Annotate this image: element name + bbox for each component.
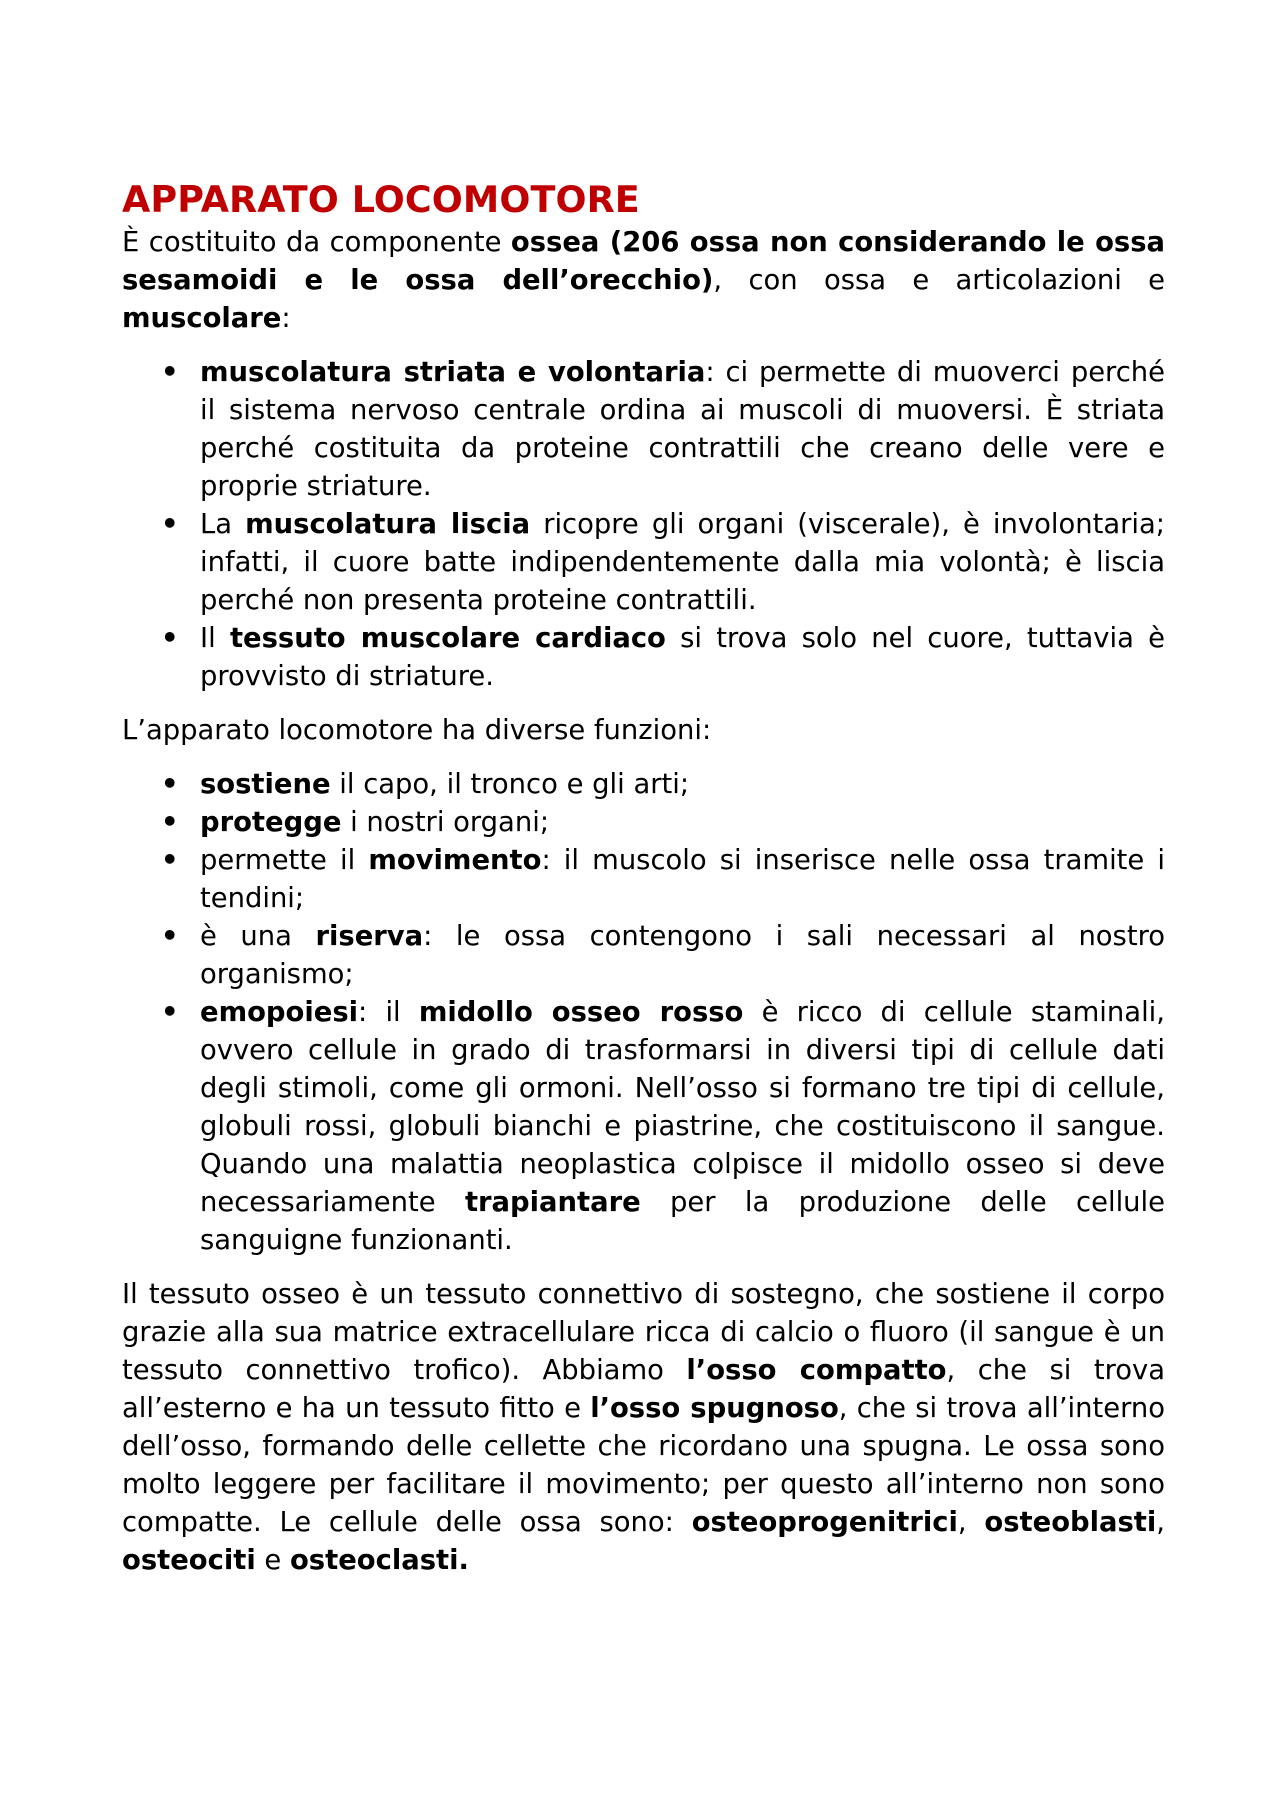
item-bold: sostiene bbox=[200, 769, 331, 800]
paragraph-text: , bbox=[1156, 1507, 1165, 1538]
bullet-icon: • bbox=[161, 921, 179, 952]
bullet-icon: • bbox=[161, 357, 179, 388]
list-item bbox=[161, 506, 1165, 620]
bullet-icon: • bbox=[161, 807, 179, 838]
bullet-icon: • bbox=[161, 509, 179, 540]
functions-intro: L’apparato locomotore ha diverse funzioni: bbox=[122, 715, 712, 746]
bullet-icon: • bbox=[161, 997, 179, 1028]
item-bold: movimento bbox=[368, 845, 542, 876]
item-text: permette il bbox=[200, 845, 369, 876]
paragraph-text: Il tessuto osseo è un tessuto connettivo di sostegno, che sostiene il corpo grazie alla sua matrice extracellulare ricca di calcio o fluoro (il sangue è un tessuto connettivo trofico). Abbiamo bbox=[122, 1279, 1165, 1386]
list-item bbox=[161, 804, 1165, 842]
intro-text: , con ossa e articolazioni e bbox=[713, 265, 1165, 296]
item-text: : il bbox=[358, 997, 419, 1028]
item-bold: midollo osseo rosso bbox=[418, 997, 744, 1028]
item-bold: trapiantare bbox=[464, 1187, 641, 1218]
bullet-icon: • bbox=[161, 845, 179, 876]
paragraph-bold: osteoprogenitrici bbox=[691, 1507, 958, 1538]
item-text: è una bbox=[200, 921, 316, 952]
intro-bold: ossea (206 ossa non considerando le ossa sesamoidi e le ossa dell’orecchio) bbox=[122, 227, 1165, 296]
item-text: La bbox=[200, 509, 246, 540]
item-bold: emopoiesi bbox=[200, 997, 359, 1028]
list-item bbox=[161, 766, 1165, 804]
item-bold: protegge bbox=[200, 807, 342, 838]
item-text: Il bbox=[200, 623, 230, 654]
paragraph-bold: osteoblasti bbox=[984, 1507, 1157, 1538]
list-item bbox=[161, 620, 1165, 696]
item-text: per la produzione delle cellule sanguigne funzionanti. bbox=[200, 1187, 1166, 1256]
list-item bbox=[161, 994, 1166, 1260]
muscle-types-list bbox=[122, 354, 1165, 696]
intro-text: È costituito da componente bbox=[122, 227, 511, 258]
intro-paragraph bbox=[122, 224, 1165, 338]
item-bold: tessuto muscolare cardiaco bbox=[229, 623, 666, 654]
list-item bbox=[161, 918, 1165, 994]
paragraph-bold: l’osso spugnoso bbox=[590, 1393, 839, 1424]
item-text: : il muscolo si inserisce nelle ossa tramite i tendini; bbox=[200, 845, 1165, 914]
item-bold: riserva bbox=[315, 921, 424, 952]
paragraph-text: , che si trova all’esterno e ha un tessuto fitto e bbox=[122, 1355, 1165, 1424]
paragraph-bold: osteoclasti. bbox=[289, 1545, 469, 1576]
intro-text: : bbox=[281, 303, 291, 334]
intro-bold: muscolare bbox=[122, 303, 282, 334]
item-text: : ci permette di muoverci perché il sistema nervoso centrale ordina ai muscoli di muoversi. È striata perché costituita da proteine contrattili che creano delle vere e proprie striature. bbox=[200, 357, 1165, 502]
paragraph-bold: osteociti bbox=[122, 1545, 256, 1576]
paragraph-text: , che si trova all’interno dell’osso, formando delle cellette che ricordano una spugna. Le ossa sono molto leggere per facilitare il movimento; per questo all’interno non sono compatte. Le cellule delle ossa sono: bbox=[122, 1393, 1165, 1538]
list-item bbox=[161, 842, 1165, 918]
item-bold: muscolatura striata e volontaria bbox=[200, 357, 706, 388]
functions-list bbox=[122, 766, 1165, 1260]
bullet-icon: • bbox=[161, 769, 179, 800]
list-item bbox=[161, 354, 1165, 506]
item-text: è ricco di cellule staminali, ovvero cellule in grado di trasformarsi in diversi tipi di cellule dati degli stimoli, come gli ormoni. Nell’osso si formano tre tipi di cellule, globuli rossi, globuli bianchi e piastrine, che costituiscono il sangue. Quando una malattia neoplastica colpisce il midollo osseo si deve necessariamente bbox=[200, 997, 1165, 1218]
paragraph-text: e bbox=[255, 1545, 290, 1576]
paragraph-bold: l’osso compatto bbox=[686, 1355, 947, 1386]
item-text: ricopre gli organi (viscerale), è involontaria; infatti, il cuore batte indipendentemente dalla mia volontà; è liscia perché non presenta proteine contrattili. bbox=[200, 509, 1165, 616]
item-text: si trova solo nel cuore, tuttavia è provvisto di striature. bbox=[200, 623, 1165, 692]
item-text: i nostri organi; bbox=[341, 807, 550, 838]
bone-tissue-paragraph bbox=[122, 1276, 1165, 1580]
item-bold: muscolatura liscia bbox=[245, 509, 531, 540]
item-text: il capo, il tronco e gli arti; bbox=[330, 769, 690, 800]
paragraph-text: , bbox=[957, 1507, 985, 1538]
bullet-icon: • bbox=[161, 623, 179, 654]
item-text: : le ossa contengono i sali necessari al nostro organismo; bbox=[200, 921, 1165, 990]
page-title: APPARATO LOCOMOTORE bbox=[122, 178, 640, 221]
